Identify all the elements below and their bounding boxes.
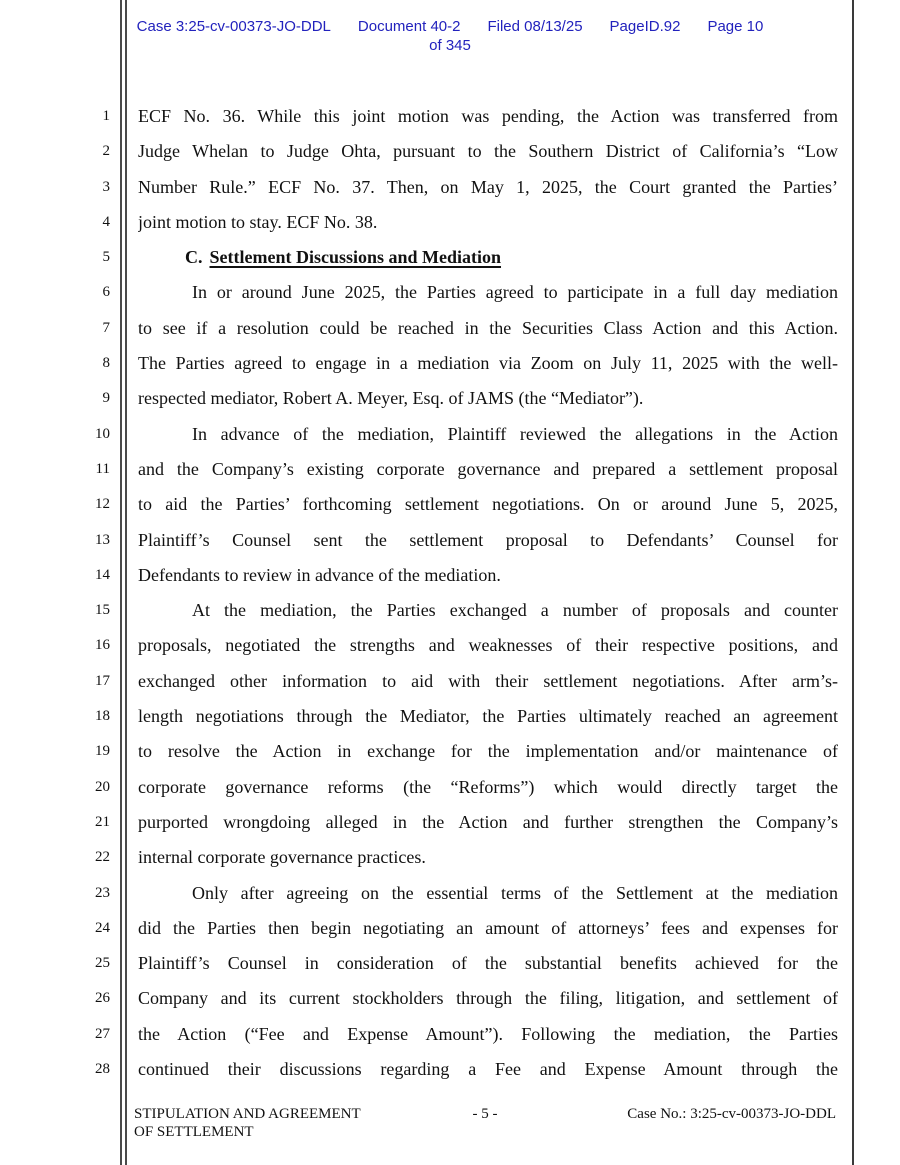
line-number: 7	[102, 319, 110, 336]
line-number: 22	[95, 849, 110, 866]
line-number: 5	[102, 249, 110, 266]
document-line-row	[0, 346, 900, 381]
stamp-page-total: of 345	[429, 37, 471, 54]
line-number: 10	[95, 425, 110, 442]
line-number: 16	[95, 637, 110, 654]
document-line-row	[0, 911, 900, 946]
text-line: Plaintiff’s Counsel sent the settlement proposal to Defendants’ Counsel for	[138, 529, 838, 550]
section-heading	[138, 240, 885, 275]
text-line: Defendants to review in advance of the mediation.	[138, 564, 501, 585]
document-line-row	[0, 664, 900, 699]
document-line-row	[0, 170, 900, 205]
document-line-row	[0, 134, 900, 169]
document-line-row	[0, 240, 900, 275]
document-line-row	[0, 1017, 900, 1052]
text-line: ECF No. 36. While this joint motion was pending, the Action was transferred from	[138, 106, 838, 126]
line-number: 24	[95, 919, 110, 936]
document-line-row	[0, 628, 900, 663]
document-line-row	[0, 523, 900, 558]
ecf-stamp-line2	[0, 36, 900, 55]
line-number: 20	[95, 778, 110, 795]
text-line: internal corporate governance practices.	[138, 847, 426, 868]
text-line: continued their discussions regarding a Fee and Expense Amount through the	[138, 1059, 838, 1080]
footer-title-line1: STIPULATION AND AGREEMENT	[134, 1106, 361, 1122]
text-line: In or around June 2025, the Parties agreed to participate in a full day mediation	[192, 282, 838, 303]
document-line-row	[0, 946, 900, 981]
text-line: In advance of the mediation, Plaintiff reviewed the allegations in the Action	[192, 423, 838, 444]
line-number: 1	[102, 108, 110, 124]
line-number: 9	[102, 390, 110, 407]
document-line-row	[0, 275, 900, 310]
text-line: the Action (“Fee and Expense Amount”). Following the mediation, the Parties	[138, 1023, 838, 1044]
text-line: At the mediation, the Parties exchanged a number of proposals and counter	[192, 600, 838, 621]
line-number: 15	[95, 602, 110, 619]
document-line-row	[0, 381, 900, 416]
line-number: 6	[102, 284, 110, 301]
text-line: did the Parties then begin negotiating an amount of attorneys’ fees and expenses for	[138, 917, 838, 938]
document-line-row	[0, 205, 900, 240]
line-number: 27	[95, 1025, 110, 1042]
document-line-row	[0, 770, 900, 805]
line-number: 23	[95, 884, 110, 901]
stamp-page-number: Page 10	[707, 18, 764, 35]
text-line: The Parties agreed to engage in a mediation via Zoom on July 11, 2025 with the well-	[138, 353, 838, 374]
footer-document-title	[134, 1106, 464, 1141]
stamp-case-number: Case 3:25-cv-00373-JO-DDL	[136, 18, 331, 35]
ecf-stamp-header	[0, 17, 900, 55]
document-line-row	[0, 734, 900, 769]
document-line-row	[0, 558, 900, 593]
line-number: 18	[95, 708, 110, 725]
line-number: 8	[102, 355, 110, 372]
text-line: respected mediator, Robert A. Meyer, Esq. of JAMS (the “Mediator”).	[138, 388, 644, 409]
text-line: Only after agreeing on the essential terms of the Settlement at the mediation	[192, 882, 838, 903]
footer-page-number: - 5 -	[472, 1106, 498, 1122]
line-number: 26	[95, 990, 110, 1007]
document-line-row	[0, 981, 900, 1016]
text-line: Company and its current stockholders through the filing, litigation, and settlement of	[138, 988, 838, 1009]
line-number: 3	[102, 178, 110, 195]
document-line-row	[0, 840, 900, 875]
text-line: Number Rule.” ECF No. 37. Then, on May 1, 2025, the Court granted the Parties’	[138, 176, 838, 197]
line-number: 25	[95, 955, 110, 972]
line-number: 2	[102, 143, 110, 160]
line-number: 17	[95, 672, 110, 689]
text-line: purported wrongdoing alleged in the Action and further strengthen the Company’s	[138, 811, 838, 832]
line-number: 21	[95, 813, 110, 830]
section-heading-label: C.	[185, 247, 203, 268]
text-line: and the Company’s existing corporate governance and prepared a settlement proposal	[138, 458, 838, 479]
stamp-page-id: PageID.92	[609, 18, 681, 35]
document-line-row	[0, 876, 900, 911]
pleading-body	[0, 99, 900, 1087]
document-line-row	[0, 593, 900, 628]
ecf-stamp-line1	[0, 17, 900, 36]
text-line: to aid the Parties’ forthcoming settlement negotiations. On or around June 5, 2025,	[138, 494, 838, 515]
line-number: 4	[102, 213, 110, 230]
line-number: 14	[95, 566, 110, 583]
text-line: joint motion to stay. ECF No. 38.	[138, 211, 378, 232]
text-line: to see if a resolution could be reached in the Securities Class Action and this Action.	[138, 317, 838, 338]
text-line: corporate governance reforms (the “Reforms”) which would directly target the	[138, 776, 838, 797]
stamp-document-number: Document 40-2	[357, 18, 461, 35]
line-number: 28	[95, 1061, 110, 1078]
text-line: Plaintiff’s Counsel in consideration of the substantial benefits achieved for the	[138, 953, 838, 974]
footer-case-number: Case No.: 3:25-cv-00373-JO-DDL	[627, 1106, 836, 1122]
stamp-filed-date: Filed 08/13/25	[487, 18, 583, 35]
document-line-row	[0, 452, 900, 487]
text-line: to resolve the Action in exchange for the implementation and/or maintenance of	[138, 741, 838, 762]
document-line-row	[0, 699, 900, 734]
section-heading-title: Settlement Discussions and Mediation	[209, 247, 502, 268]
line-number: 11	[95, 460, 110, 477]
footer-title-line2: OF SETTLEMENT	[134, 1123, 254, 1140]
text-line: exchanged other information to aid with their settlement negotiations. After arm’s-	[138, 670, 838, 691]
document-line-row	[0, 487, 900, 522]
document-line-row	[0, 99, 900, 134]
line-number: 12	[95, 496, 110, 513]
document-line-row	[0, 311, 900, 346]
line-number: 19	[95, 743, 110, 760]
document-line-row	[0, 417, 900, 452]
document-line-row	[0, 805, 900, 840]
text-line: length negotiations through the Mediator, the Parties ultimately reached an agreement	[138, 706, 838, 727]
line-number: 13	[95, 531, 110, 548]
text-line: proposals, negotiated the strengths and weaknesses of their respective positions, and	[138, 635, 838, 656]
text-line: Judge Whelan to Judge Ohta, pursuant to the Southern District of California’s “Low	[138, 141, 838, 162]
document-line-row	[0, 1052, 900, 1087]
